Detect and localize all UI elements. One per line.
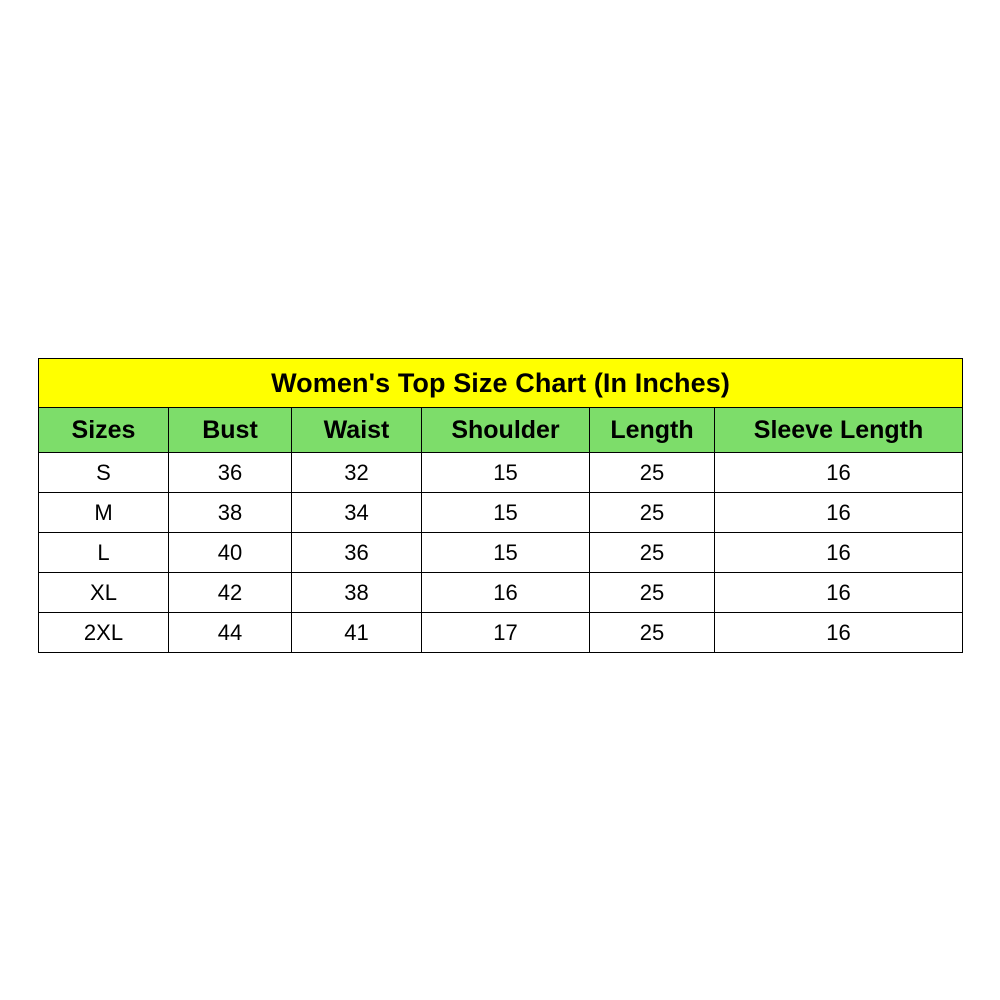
cell-size: M [39, 493, 169, 533]
cell-bust: 36 [169, 453, 292, 493]
cell-shoulder: 17 [422, 613, 590, 653]
table-title-row [39, 359, 963, 408]
table-row [39, 613, 963, 653]
table-row [39, 493, 963, 533]
table-row [39, 573, 963, 613]
cell-length: 25 [590, 533, 715, 573]
column-header-sizes: Sizes [39, 408, 169, 453]
cell-waist: 41 [292, 613, 422, 653]
cell-bust: 40 [169, 533, 292, 573]
cell-sleeve-length: 16 [715, 613, 963, 653]
cell-shoulder: 15 [422, 453, 590, 493]
cell-sleeve-length: 16 [715, 493, 963, 533]
cell-bust: 38 [169, 493, 292, 533]
cell-length: 25 [590, 613, 715, 653]
cell-size: XL [39, 573, 169, 613]
cell-size: S [39, 453, 169, 493]
table-row [39, 453, 963, 493]
cell-shoulder: 15 [422, 533, 590, 573]
column-header-waist: Waist [292, 408, 422, 453]
cell-sleeve-length: 16 [715, 533, 963, 573]
column-header-shoulder: Shoulder [422, 408, 590, 453]
size-chart-table [38, 358, 963, 653]
cell-waist: 38 [292, 573, 422, 613]
cell-size: 2XL [39, 613, 169, 653]
cell-bust: 42 [169, 573, 292, 613]
cell-shoulder: 16 [422, 573, 590, 613]
table-header-row [39, 408, 963, 453]
table-row [39, 533, 963, 573]
cell-waist: 34 [292, 493, 422, 533]
chart-title: Women's Top Size Chart (In Inches) [39, 359, 963, 408]
cell-bust: 44 [169, 613, 292, 653]
column-header-bust: Bust [169, 408, 292, 453]
cell-length: 25 [590, 493, 715, 533]
column-header-length: Length [590, 408, 715, 453]
cell-sleeve-length: 16 [715, 573, 963, 613]
column-header-sleeve-length: Sleeve Length [715, 408, 963, 453]
cell-waist: 32 [292, 453, 422, 493]
cell-waist: 36 [292, 533, 422, 573]
cell-shoulder: 15 [422, 493, 590, 533]
cell-sleeve-length: 16 [715, 453, 963, 493]
cell-length: 25 [590, 453, 715, 493]
cell-length: 25 [590, 573, 715, 613]
cell-size: L [39, 533, 169, 573]
